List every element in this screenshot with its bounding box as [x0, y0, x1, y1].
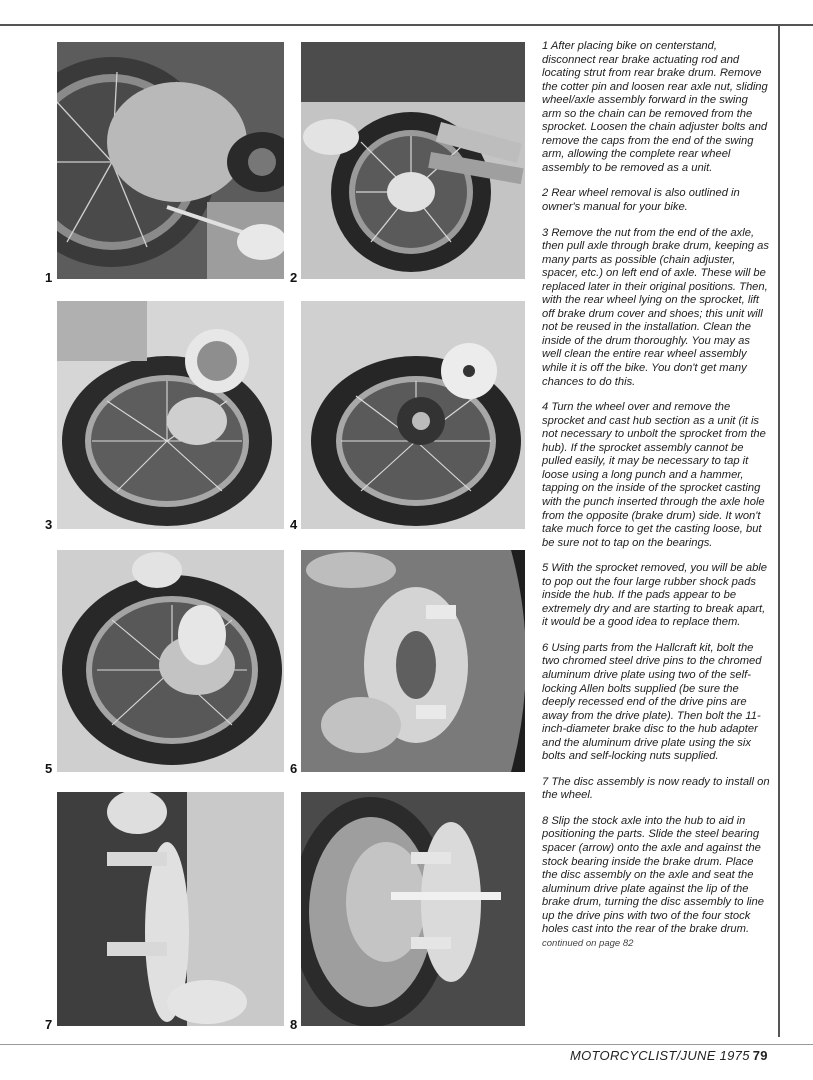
step-8 [542, 815, 770, 950]
figure-number-2: 2 [290, 270, 298, 285]
step-4: 4 Turn the wheel over and remove the sprocket and cast hub section as a unit (it is not necessary to unbolt the sprocket from the hub). If the sprocket assembly cannot be pulled easily, it may be necessary to tap it loose using a long punch and a hammer, tapping on the inside of the sprocket casting with the punch inserted through the axle hole from the opposite (brake drum) side. It won't take much force to get the casting loose, but be sure not to tap on the bearings. [542, 401, 766, 549]
top-rule [0, 24, 813, 26]
photo-4 [301, 301, 525, 529]
figure-number-5: 5 [45, 761, 53, 776]
page-footer [570, 1048, 780, 1063]
photo-8 [301, 792, 525, 1026]
step-3: 3 Remove the nut from the end of the axle, then pull axle through brake drum, keeping as many parts as possible (chain adjuster, spacer, etc.) on left end of axle. These will be replaced later in their original positions. Then, with the rear wheel lying on the sprocket, lift off brake drum cover and shoes; this unit will not be reused in the installation. Clean the inside of the drum thoroughly. You may as well clean the entire rear wheel assembly while it is off the bike. You don't get many chances to do this. [542, 226, 770, 388]
step-7: 7 The disc assembly is now ready to install on the wheel. [542, 775, 770, 802]
step-2: 2 Rear wheel removal is also outlined in owner's manual for your bike. [542, 187, 740, 214]
page-number: 79 [752, 1048, 768, 1063]
instructions-column [542, 40, 770, 962]
photo-7 [57, 792, 284, 1026]
figure-number-8: 8 [290, 1017, 298, 1032]
figure-number-1: 1 [45, 270, 53, 285]
figure-number-7: 7 [45, 1017, 53, 1032]
figure-number-6: 6 [290, 761, 298, 776]
step-5: 5 With the sprocket removed, you will be able to pop out the four large rubber shock pads inside the hub. If the pads appear to be extremely dry and are starting to break apart, it would be a good idea to replace them. [542, 562, 768, 629]
photo-1 [57, 42, 284, 279]
step-1: 1 After placing bike on centerstand, disconnect rear brake actuating rod and locating strut from rear brake drum. Remove the cotter pin and loosen rear axle nut, sliding wheel/axle assembly forward in the swing arm so the chain can be removed from the sprocket. Loosen the chain adjuster bolts and remove the caps from the end of the swing arm, allowing the complete rear wheel assembly to be removed as a unit. [542, 40, 768, 174]
photo-2 [301, 42, 525, 279]
photo-5 [57, 550, 284, 772]
step-8-text: 8 Slip the stock axle into the hub to aid in positioning the parts. Slide the steel bearing spacer (arrow) onto the axle and against the stock bearing inside the brake drum. Place the disc assembly on the axle and seat the aluminum drive plate against the lip of the brake drum, turning the disc assembly to line up the drive pins with two of the four stock holes cast into the rear of the brake drum. [542, 814, 764, 936]
step-6: 6 Using parts from the Hallcraft kit, bolt the two chromed steel drive pins to the chromed aluminum drive plate using two of the self-locking Allen bolts supplied (be sure the deeply recessed end of the drive pins are away from the drive plate). Then bolt the 11-inch-diameter brake disc to the hub adapter and the aluminum drive plate using the six bolts and self-locking nuts supplied. [542, 641, 762, 763]
figure-number-4: 4 [290, 517, 298, 532]
magazine-issue: MOTORCYCLIST/JUNE 1975 [570, 1048, 750, 1063]
photo-3 [57, 301, 284, 529]
figure-number-3: 3 [45, 517, 53, 532]
photo-6 [301, 550, 525, 772]
bottom-rule [0, 1044, 813, 1045]
continued-note: continued on page 82 [542, 937, 634, 949]
column-rule [778, 25, 780, 1037]
